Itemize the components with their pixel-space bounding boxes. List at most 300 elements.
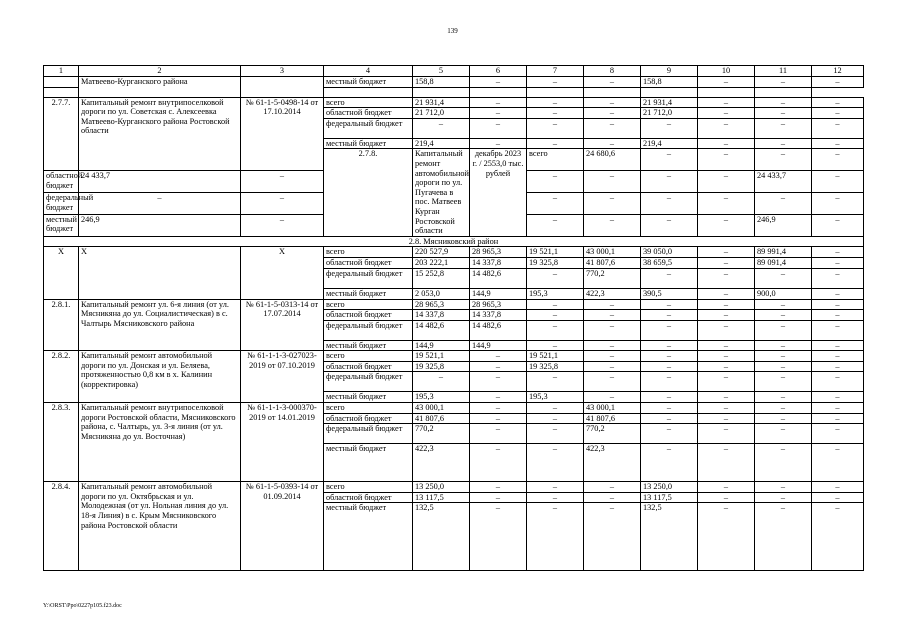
funding-source: областной бюджет (324, 492, 413, 503)
amount-cell: – (812, 118, 864, 138)
column-number-10: 10 (698, 66, 755, 77)
amount-cell: – (584, 77, 641, 88)
amount-cell: – (812, 320, 864, 340)
amount-cell: – (812, 149, 864, 171)
amount-cell: – (470, 97, 527, 108)
amount-cell: 21 712,0 (641, 108, 698, 119)
column-number-2: 2 (79, 66, 241, 77)
amount-cell: 219,4 (413, 138, 470, 149)
amount-cell: 14 482,6 (470, 268, 527, 288)
amount-cell: 14 337,8 (413, 310, 470, 321)
amount-cell: – (527, 503, 584, 571)
funding-source: федеральный бюджет (324, 268, 413, 288)
amount-cell: – (584, 214, 641, 236)
amount-cell (641, 87, 698, 97)
document-details (241, 77, 324, 98)
funding-source: областной бюджет (324, 361, 413, 372)
amount-cell: – (470, 392, 527, 403)
amount-cell: – (812, 372, 864, 392)
amount-cell: – (413, 372, 470, 392)
amount-cell: – (584, 320, 641, 340)
amount-cell: 43 000,1 (584, 247, 641, 258)
document-details: № 61-1-5-0313-14 от 17.07.2014 (241, 299, 324, 351)
amount-cell: 38 659,5 (641, 257, 698, 268)
amount-cell: 770,2 (413, 424, 470, 444)
item-number: 2.7.7. (44, 97, 79, 171)
amount-cell: – (470, 413, 527, 424)
amount-cell: 24 433,7 (755, 171, 812, 193)
column-number-8: 8 (584, 66, 641, 77)
section-title: 2.8. Мясниковский район (44, 236, 864, 247)
funding-source: областной бюджет (44, 171, 79, 193)
amount-cell: – (755, 403, 812, 414)
column-number-12: 12 (812, 66, 864, 77)
amount-cell: – (812, 97, 864, 108)
funding-source: федеральный бюджет (324, 424, 413, 444)
funding-source: местный бюджет (324, 138, 413, 149)
amount-cell: – (812, 403, 864, 414)
column-number-5: 5 (413, 66, 470, 77)
amount-cell: – (812, 108, 864, 119)
funding-source: местный бюджет (324, 392, 413, 403)
amount-cell: – (755, 340, 812, 351)
amount-cell: – (641, 214, 698, 236)
amount-cell: – (755, 310, 812, 321)
amount-cell: – (698, 108, 755, 119)
funding-source: всего (324, 482, 413, 493)
amount-cell: – (698, 492, 755, 503)
amount-cell: – (698, 351, 755, 362)
amount-cell: – (698, 214, 755, 236)
item-number: 2.8.2. (44, 351, 79, 403)
column-number-1: 1 (44, 66, 79, 77)
amount-cell: 19 325,8 (413, 361, 470, 372)
amount-cell: – (79, 193, 241, 215)
funding-source: всего (324, 97, 413, 108)
amount-cell: 158,8 (413, 77, 470, 88)
amount-cell: – (755, 503, 812, 571)
amount-cell: – (641, 149, 698, 171)
amount-cell: – (698, 247, 755, 258)
amount-cell: – (698, 118, 755, 138)
page-number: 139 (447, 27, 458, 35)
funding-source: местный бюджет (324, 503, 413, 571)
amount-cell: – (527, 268, 584, 288)
amount-cell: – (584, 361, 641, 372)
amount-cell: – (698, 503, 755, 571)
amount-cell: – (584, 503, 641, 571)
object-name: Капитальный ремонт внутрипоселковой дороги Ростовской области, Мясниковского района, с. Чалтырь, ул. 3-я линия (от ул. Мясникяна до ул. Восточная) (79, 403, 241, 482)
amount-cell: – (755, 351, 812, 362)
amount-cell: – (641, 340, 698, 351)
amount-cell: – (755, 108, 812, 119)
section-row (44, 236, 864, 247)
amount-cell: – (527, 77, 584, 88)
amount-cell: 132,5 (413, 503, 470, 571)
object-name: Х (79, 247, 241, 299)
amount-cell: – (755, 299, 812, 310)
item-number: 2.7.8. (324, 149, 413, 236)
amount-cell: – (527, 444, 584, 482)
amount-cell: – (527, 492, 584, 503)
amount-cell: – (241, 214, 324, 236)
amount-cell: 19 521,1 (527, 351, 584, 362)
amount-cell: – (698, 299, 755, 310)
amount-cell: – (470, 424, 527, 444)
amount-cell: 19 325,8 (527, 361, 584, 372)
funding-source: местный бюджет (324, 340, 413, 351)
amount-cell: 422,3 (584, 444, 641, 482)
amount-cell: – (584, 138, 641, 149)
amount-cell: – (241, 171, 324, 193)
item-number: 2.8.3. (44, 403, 79, 482)
amount-cell: 21 712,0 (413, 108, 470, 119)
amount-cell: – (812, 392, 864, 403)
amount-cell: – (584, 482, 641, 493)
column-number-6: 6 (470, 66, 527, 77)
amount-cell: – (812, 310, 864, 321)
amount-cell: 14 482,6 (470, 320, 527, 340)
amount-cell: – (698, 444, 755, 482)
funding-source: местный бюджет (44, 214, 79, 236)
object-name: Капитальный ремонт внутрипоселковой дороги по ул. Советская с. Алексеевка Матвеево-Курганского района Ростовской области (79, 97, 241, 171)
amount-cell: – (698, 193, 755, 215)
amount-cell: – (755, 492, 812, 503)
amount-cell: – (470, 118, 527, 138)
document-details: декабрь 2023 г. / 2553,0 тыс. рублей (470, 149, 527, 236)
amount-cell (755, 87, 812, 97)
amount-cell: – (470, 138, 527, 149)
amount-cell: – (584, 310, 641, 321)
funding-source: федеральный бюджет (324, 118, 413, 138)
table-row (44, 403, 864, 414)
amount-cell: 195,3 (413, 392, 470, 403)
funding-source: областной бюджет (324, 257, 413, 268)
amount-cell: 14 337,8 (470, 310, 527, 321)
amount-cell: 14 337,8 (470, 257, 527, 268)
amount-cell: – (755, 193, 812, 215)
amount-cell: 89 091,4 (755, 257, 812, 268)
amount-cell: 132,5 (641, 503, 698, 571)
amount-cell: – (641, 193, 698, 215)
amount-cell: – (812, 482, 864, 493)
funding-source: федеральный бюджет (324, 320, 413, 340)
column-number-9: 9 (641, 66, 698, 77)
amount-cell: – (527, 413, 584, 424)
amount-cell (698, 87, 755, 97)
amount-cell: 13 250,0 (413, 482, 470, 493)
amount-cell: – (470, 372, 527, 392)
amount-cell: 900,0 (755, 288, 812, 299)
amount-cell: – (584, 492, 641, 503)
amount-cell: 41 807,6 (413, 413, 470, 424)
amount-cell: – (470, 492, 527, 503)
amount-cell: 246,9 (755, 214, 812, 236)
table-row (44, 482, 864, 493)
amount-cell: – (584, 171, 641, 193)
amount-cell: – (812, 299, 864, 310)
header-row (44, 66, 864, 77)
object-name: Капитальный ремонт автомобильной дороги по ул. Пугачева в пос. Матвеев Курган Ростовской области (413, 149, 470, 236)
amount-cell: – (527, 310, 584, 321)
amount-cell: – (812, 340, 864, 351)
amount-cell: 13 117,5 (641, 492, 698, 503)
table-row (44, 97, 864, 108)
amount-cell (470, 87, 527, 97)
amount-cell: – (698, 392, 755, 403)
amount-cell: – (470, 482, 527, 493)
amount-cell: – (755, 77, 812, 88)
object-name: Капитальный ремонт ул. 6-я линия (от ул. Мясникяна до ул. Социалистическая) в с. Чалтырь Мясниковского района (79, 299, 241, 351)
amount-cell: – (641, 299, 698, 310)
item-number: 2.8.1. (44, 299, 79, 351)
amount-cell: – (641, 351, 698, 362)
table-row (44, 299, 864, 310)
amount-cell: – (641, 424, 698, 444)
amount-cell: – (812, 214, 864, 236)
amount-cell: 770,2 (584, 424, 641, 444)
amount-cell: – (812, 268, 864, 288)
amount-cell: – (812, 413, 864, 424)
amount-cell: 28 965,3 (470, 247, 527, 258)
amount-cell: – (698, 97, 755, 108)
amount-cell: – (470, 444, 527, 482)
amount-cell: – (641, 171, 698, 193)
amount-cell: – (698, 77, 755, 88)
amount-cell: – (470, 108, 527, 119)
amount-cell: 28 965,3 (413, 299, 470, 310)
amount-cell: 219,4 (641, 138, 698, 149)
amount-cell: – (584, 193, 641, 215)
amount-cell: – (698, 138, 755, 149)
item-number (44, 77, 79, 88)
column-number-3: 3 (241, 66, 324, 77)
column-number-11: 11 (755, 66, 812, 77)
amount-cell: – (641, 268, 698, 288)
amount-cell: – (584, 392, 641, 403)
amount-cell: – (755, 444, 812, 482)
amount-cell: – (755, 97, 812, 108)
amount-cell: – (527, 118, 584, 138)
amount-cell: 2 053,0 (413, 288, 470, 299)
budget-table (43, 65, 864, 571)
amount-cell: – (755, 268, 812, 288)
amount-cell: – (527, 299, 584, 310)
amount-cell: 422,3 (413, 444, 470, 482)
amount-cell: – (812, 247, 864, 258)
amount-cell: – (755, 361, 812, 372)
funding-source: областной бюджет (324, 108, 413, 119)
amount-cell: 41 807,6 (584, 413, 641, 424)
amount-cell: – (584, 108, 641, 119)
amount-cell: – (527, 97, 584, 108)
amount-cell (584, 87, 641, 97)
amount-cell: – (470, 77, 527, 88)
amount-cell: – (470, 403, 527, 414)
funding-source: федеральный бюджет (324, 372, 413, 392)
amount-cell: – (812, 361, 864, 372)
funding-source (44, 87, 79, 97)
amount-cell (413, 87, 470, 97)
amount-cell: 41 807,6 (584, 257, 641, 268)
amount-cell: – (584, 118, 641, 138)
amount-cell: – (527, 320, 584, 340)
amount-cell: – (698, 424, 755, 444)
funding-source: всего (324, 299, 413, 310)
funding-source: местный бюджет (324, 77, 413, 88)
amount-cell: – (698, 288, 755, 299)
amount-cell: – (413, 118, 470, 138)
amount-cell: 14 482,6 (413, 320, 470, 340)
amount-cell: 158,8 (641, 77, 698, 88)
amount-cell: – (641, 413, 698, 424)
amount-cell: – (698, 171, 755, 193)
amount-cell: – (698, 257, 755, 268)
amount-cell: – (470, 351, 527, 362)
amount-cell: 246,9 (79, 214, 241, 236)
amount-cell: – (698, 320, 755, 340)
amount-cell: – (698, 413, 755, 424)
amount-cell: 220 527,9 (413, 247, 470, 258)
amount-cell: – (641, 320, 698, 340)
funding-source: всего (527, 149, 584, 171)
amount-cell: – (641, 403, 698, 414)
amount-cell: 21 931,4 (413, 97, 470, 108)
funding-source: местный бюджет (324, 288, 413, 299)
amount-cell: – (641, 361, 698, 372)
amount-cell: – (527, 214, 584, 236)
amount-cell: – (641, 392, 698, 403)
amount-cell: 19 521,1 (413, 351, 470, 362)
amount-cell: – (755, 320, 812, 340)
amount-cell: – (527, 138, 584, 149)
funding-source: всего (324, 403, 413, 414)
amount-cell: – (470, 503, 527, 571)
amount-cell: – (755, 118, 812, 138)
table-body (44, 66, 864, 571)
amount-cell: – (755, 392, 812, 403)
amount-cell: 144,9 (470, 340, 527, 351)
amount-cell: – (698, 403, 755, 414)
amount-cell: 13 117,5 (413, 492, 470, 503)
amount-cell: 39 050,0 (641, 247, 698, 258)
amount-cell: 770,2 (584, 268, 641, 288)
amount-cell: – (812, 288, 864, 299)
amount-cell: – (584, 372, 641, 392)
amount-cell: – (527, 171, 584, 193)
amount-cell: – (698, 340, 755, 351)
amount-cell: – (584, 299, 641, 310)
amount-cell: – (755, 149, 812, 171)
object-name: Капитальный ремонт автомобильной дороги по ул. Октябрьская и ул. Молодежная (от ул. Нольная линия до ул. 18-я Линия) в с. Крым Мясниковского района Ростовской области (79, 482, 241, 571)
amount-cell: – (812, 444, 864, 482)
amount-cell: – (241, 193, 324, 215)
amount-cell: 144,9 (413, 340, 470, 351)
document-details: № 61-1-5-0393-14 от 01.09.2014 (241, 482, 324, 571)
amount-cell: – (755, 138, 812, 149)
amount-cell (527, 87, 584, 97)
amount-cell: – (641, 372, 698, 392)
amount-cell: – (812, 503, 864, 571)
amount-cell: – (812, 492, 864, 503)
amount-cell: 390,5 (641, 288, 698, 299)
amount-cell: – (641, 444, 698, 482)
amount-cell: – (755, 424, 812, 444)
table-row (44, 351, 864, 362)
amount-cell: – (641, 118, 698, 138)
amount-cell: – (527, 193, 584, 215)
amount-cell: – (812, 257, 864, 268)
amount-cell: 195,3 (527, 288, 584, 299)
amount-cell: – (584, 97, 641, 108)
column-number-7: 7 (527, 66, 584, 77)
amount-cell: 43 000,1 (584, 403, 641, 414)
file-path-footer: Y:\ORST\Ppo\0227p105.f23.doc (43, 603, 122, 609)
amount-cell: 24 680,6 (584, 149, 641, 171)
amount-cell: 19 325,8 (527, 257, 584, 268)
amount-cell: – (812, 424, 864, 444)
amount-cell: 422,3 (584, 288, 641, 299)
amount-cell: 89 991,4 (755, 247, 812, 258)
amount-cell: – (755, 372, 812, 392)
amount-cell: 144,9 (470, 288, 527, 299)
amount-cell: – (527, 482, 584, 493)
amount-cell: 15 252,8 (413, 268, 470, 288)
amount-cell: – (755, 413, 812, 424)
funding-source: федеральный бюджет (44, 193, 79, 215)
funding-source: областной бюджет (324, 413, 413, 424)
item-number: Х (44, 247, 79, 299)
column-number-4: 4 (324, 66, 413, 77)
amount-cell: – (584, 340, 641, 351)
amount-cell: 28 965,3 (470, 299, 527, 310)
amount-cell: – (527, 372, 584, 392)
amount-cell: – (812, 193, 864, 215)
document-details: № 61-1-1-3-000370-2019 от 14.01.2019 (241, 403, 324, 482)
table-row (44, 247, 864, 258)
amount-cell: – (812, 138, 864, 149)
amount-cell: – (698, 361, 755, 372)
amount-cell: – (527, 340, 584, 351)
amount-cell: – (584, 351, 641, 362)
amount-cell: – (527, 424, 584, 444)
object-name: Капитальный ремонт автомобильной дороги по ул. Донская и ул. Беляева, протяженностью 0,8 км в х. Калинин (корректировка) (79, 351, 241, 403)
amount-cell: – (641, 310, 698, 321)
amount-cell: 24 433,7 (79, 171, 241, 193)
amount-cell: – (755, 482, 812, 493)
amount-cell: – (698, 149, 755, 171)
amount-cell: – (812, 171, 864, 193)
document-details: № 61-1-1-3-027023-2019 от 07.10.2019 (241, 351, 324, 403)
amount-cell: – (527, 403, 584, 414)
funding-source: местный бюджет (324, 444, 413, 482)
funding-source: всего (324, 351, 413, 362)
amount-cell: – (698, 372, 755, 392)
amount-cell: 19 521,1 (527, 247, 584, 258)
amount-cell: 21 931,4 (641, 97, 698, 108)
amount-cell: – (698, 310, 755, 321)
amount-cell: 43 000,1 (413, 403, 470, 414)
amount-cell: – (698, 268, 755, 288)
amount-cell: 203 222,1 (413, 257, 470, 268)
amount-cell: – (698, 482, 755, 493)
amount-cell: – (812, 77, 864, 88)
amount-cell (324, 87, 413, 97)
amount-cell: 13 250,0 (641, 482, 698, 493)
amount-cell: – (527, 108, 584, 119)
funding-source: областной бюджет (324, 310, 413, 321)
item-number: 2.8.4. (44, 482, 79, 571)
